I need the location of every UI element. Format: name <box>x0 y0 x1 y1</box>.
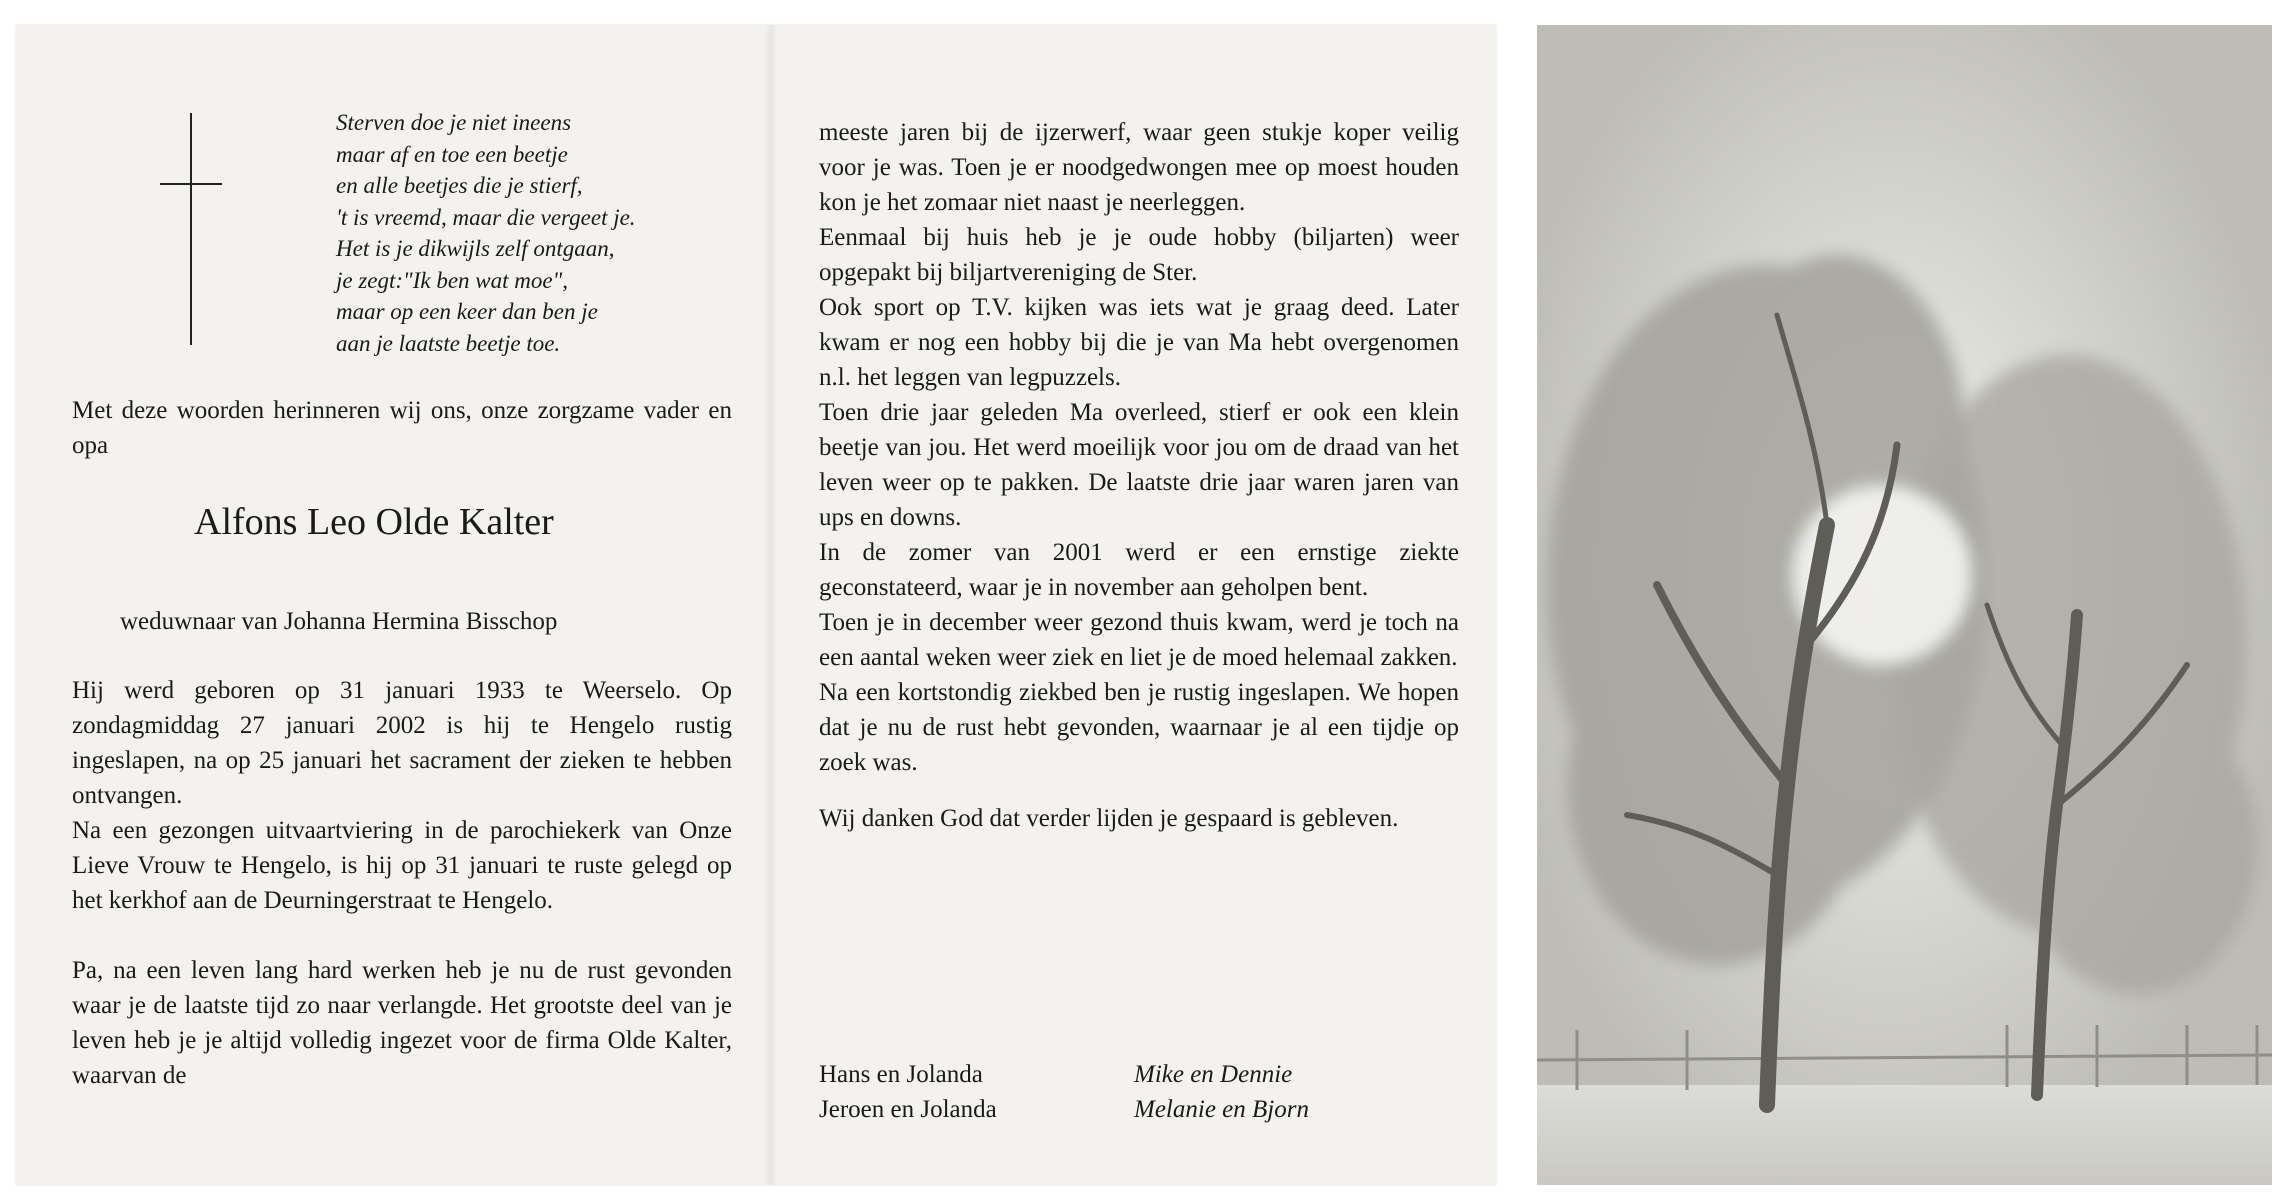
poem-line: 't is vreemd, maar die vergeet je. <box>336 204 636 230</box>
paragraph: Hij werd geboren op 31 januari 1933 te Weerselo. Op zondagmiddag 27 januari 2002 is hij te Hengelo rustig ingeslapen, na op 25 januari het sacrament der zieken te hebben ontvangen. <box>72 677 732 809</box>
paragraph: Toen je in december weer gezond thuis kwam, werd je toch na een aantal weken weer ziek en liet je de moed helemaal zakken. <box>819 609 1459 671</box>
paragraph: Pa, na een leven lang hard werken heb je nu de rust gevonden waar je de laatste tijd zo naar verlangde. Het grootste deel van je leven heb je je altijd volledig ingezet voor de firma Olde Kalter, waarvan de <box>72 957 732 1089</box>
memorial-card <box>16 25 1496 1185</box>
signature-line: Mike en Dennie <box>1134 1061 1293 1088</box>
signature-line: Jeroen en Jolanda <box>819 1096 997 1123</box>
widower-line: weduwnaar van Johanna Hermina Bisschop <box>120 608 558 635</box>
signatures-left <box>819 1057 997 1127</box>
poem-line: maar af en toe een beetje <box>336 141 568 167</box>
paragraph: Na een gezongen uitvaartviering in de parochiekerk van Onze Lieve Vrouw te Hengelo, is hij op 31 januari te ruste gelegd op het kerkhof aan de Deurningerstraat te Hengelo. <box>72 817 732 914</box>
signature-line: Melanie en Bjorn <box>1134 1096 1309 1123</box>
poem-line: maar op een keer dan ben je <box>336 299 598 324</box>
paragraph: Eenmaal bij huis heb je je oude hobby (biljarten) weer opgepakt bij biljartvereniging de Ster. <box>819 224 1459 286</box>
poem-line: en alle beetjes die je stierf, <box>336 173 583 198</box>
deceased-name: Alfons Leo Olde Kalter <box>194 501 554 543</box>
signatures-right <box>1134 1057 1309 1127</box>
left-paragraphs <box>72 673 732 1093</box>
signature-line: Hans en Jolanda <box>819 1061 983 1088</box>
poem-line: Het is je dikwijls zelf ontgaan, <box>336 236 615 261</box>
paragraph: Ook sport op T.V. kijken was iets wat je graag deed. Later kwam er nog een hobby bij die je van Ma hebt overgenomen n.l. het leggen van legpuzzels. <box>819 294 1459 391</box>
intro-text: Met deze woorden herinneren wij ons, onze zorgzame vader en opa <box>72 397 732 459</box>
poem <box>336 107 636 359</box>
poem-line: aan je laatste beetje toe. <box>336 330 561 356</box>
paragraph: In de zomer van 2001 werd er een ernstige ziekte geconstateerd, waar je in november aan geholpen bent. <box>819 539 1459 601</box>
poem-line: Sterven doe je niet ineens <box>336 110 572 135</box>
card-fold <box>764 25 778 1185</box>
cross-icon-bar <box>160 183 222 185</box>
paragraph: meeste jaren bij de ijzerwerf, waar geen stukje koper veilig voor je was. Toen je er noodgedwongen mee op moest houden kon je het zomaar niet naast je neerleggen. <box>819 119 1459 216</box>
winter-trees-photo <box>1537 25 2272 1185</box>
right-paragraphs <box>819 115 1459 836</box>
paragraph: Toen drie jaar geleden Ma overleed, stierf er ook een klein beetje van jou. Het werd moeilijk voor jou om de draad van het leven weer op te pakken. De laatste drie jaar waren jaren van ups en downs. <box>819 399 1459 531</box>
cross-icon <box>190 113 192 345</box>
poem-line: je zegt:"Ik ben wat moe", <box>336 267 568 293</box>
paragraph: Na een kortstondig ziekbed ben je rustig ingeslapen. We hopen dat je nu de rust hebt gevonden, waarnaar je al een tijdje op zoek was. <box>819 679 1459 776</box>
paragraph: Wij danken God dat verder lijden je gespaard is gebleven. <box>819 805 1399 832</box>
